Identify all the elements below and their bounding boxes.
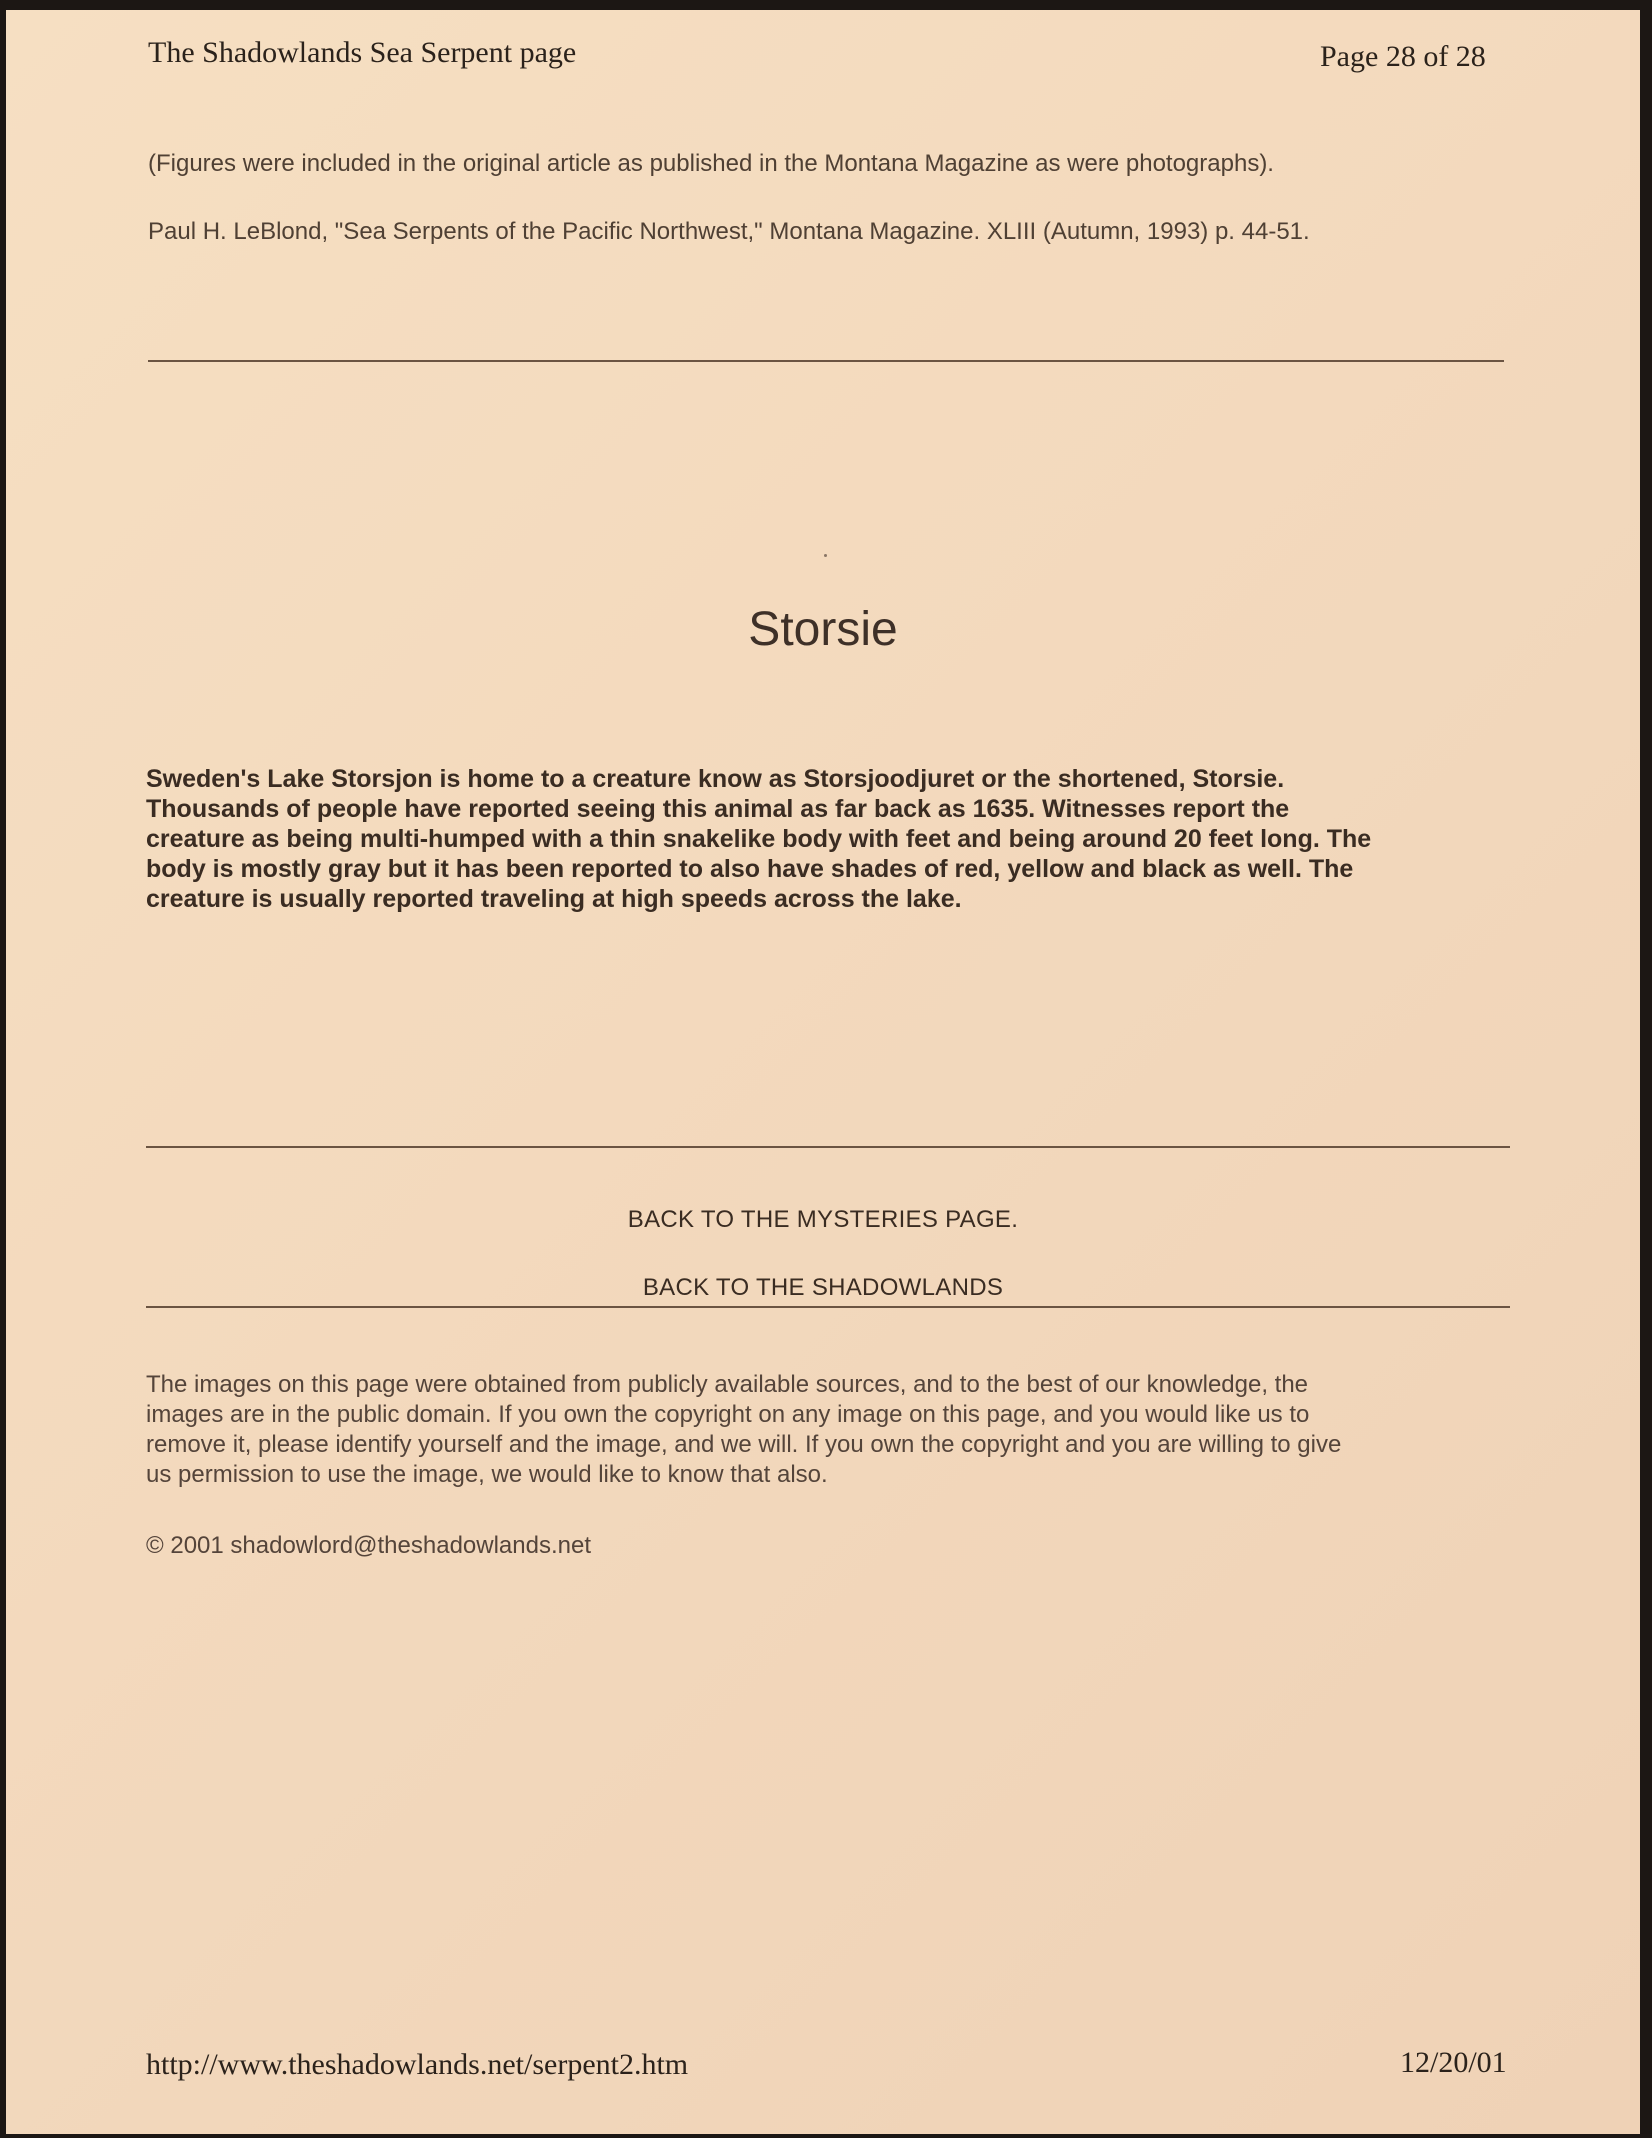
back-to-mysteries-link[interactable]: BACK TO THE MYSTERIES PAGE. — [627, 1206, 1019, 1233]
footer-url: http://www.theshadowlands.net/serpent2.htm — [146, 2048, 689, 2081]
copyright-disclaimer: The images on this page were obtained from publicly available sources, and to the best of our knowledge, the images are in the public domain. If you own the copyright on any image on this page, and you would like us to remove it, please identify yourself and the image, and we will. If you own the copyright and you are willing to give us permission to use the image, we would like to know that also. — [146, 1371, 1342, 1488]
speck — [824, 554, 827, 557]
copyright-line[interactable]: © 2001 shadowlord@theshadowlands.net — [146, 1532, 592, 1559]
figures-note: (Figures were included in the original article as published in the Montana Magazine as were photographs). — [148, 150, 1274, 177]
page-number: Page 28 of 28 — [1320, 40, 1486, 73]
divider-bottom — [146, 1306, 1510, 1308]
footer-date: 12/20/01 — [1400, 2046, 1507, 2079]
printed-page — [6, 10, 1640, 2134]
divider-top — [148, 360, 1504, 362]
back-to-shadowlands-link[interactable]: BACK TO THE SHADOWLANDS — [642, 1274, 1004, 1301]
section-title: Storsie — [748, 603, 898, 656]
divider-middle — [146, 1146, 1510, 1148]
citation: Paul H. LeBlond, "Sea Serpents of the Pacific Northwest," Montana Magazine. XLIII (Autumn, 1993) p. 44-51. — [148, 218, 1310, 245]
section-body: Sweden's Lake Storsjon is home to a creature know as Storsjoodjuret or the shortened, Storsie. Thousands of people have reported seeing this animal as far back as 1635. Witnesses report the creature as being multi-humped with a thin snakelike body with feet and being around 20 feet long. The body is mostly gray but it has been reported to also have shades of red, yellow and black as well. The creature is usually reported traveling at high speeds across the lake. — [146, 765, 1372, 913]
page-header-title: The Shadowlands Sea Serpent page — [148, 36, 577, 69]
